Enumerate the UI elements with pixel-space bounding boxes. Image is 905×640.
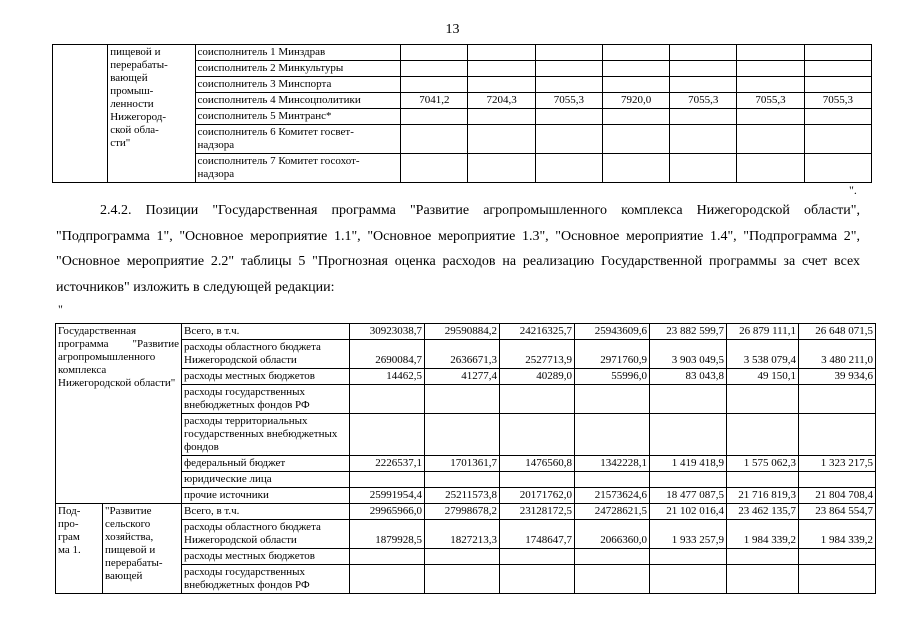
- value-cell: [535, 154, 602, 183]
- value-cell: 7055,3: [737, 93, 804, 109]
- value-cell: [602, 125, 669, 154]
- value-cell: 83 043,8: [650, 369, 727, 385]
- value-cell: 7055,3: [670, 93, 737, 109]
- value-cell: 3 480 211,0: [799, 340, 876, 369]
- table-row: [56, 504, 876, 520]
- value-cell: [468, 154, 535, 183]
- value-cell: [650, 472, 727, 488]
- table-row: [53, 45, 872, 61]
- value-cell: [804, 125, 871, 154]
- value-cell: 7041,2: [401, 93, 468, 109]
- row-label: соисполнитель 4 Минсоцполитики: [195, 93, 401, 109]
- program-name-cell: Государственная программа "Развитие агропромышленного комплекса Нижегородской области": [56, 324, 182, 504]
- row-label: расходы областного бюджета Нижегородской области: [182, 340, 350, 369]
- value-cell: [500, 472, 575, 488]
- value-cell: [401, 125, 468, 154]
- value-cell: 23 882 599,7: [650, 324, 727, 340]
- value-cell: 7055,3: [804, 93, 871, 109]
- value-cell: [670, 77, 737, 93]
- row-label: соисполнитель 6 Комитет госвет- надзора: [195, 125, 401, 154]
- row-label: соисполнитель 3 Минспорта: [195, 77, 401, 93]
- value-cell: [425, 385, 500, 414]
- closing-quote: ".: [849, 183, 857, 197]
- table-forecast-expenses: [55, 323, 876, 594]
- value-cell: 39 934,6: [799, 369, 876, 385]
- value-cell: 7055,3: [535, 93, 602, 109]
- value-cell: 7204,3: [468, 93, 535, 109]
- row-label: расходы государственных внебюджетных фондов РФ: [182, 565, 350, 594]
- value-cell: 25943609,6: [575, 324, 650, 340]
- value-cell: 2527713,9: [500, 340, 575, 369]
- value-cell: [670, 109, 737, 125]
- value-cell: [650, 549, 727, 565]
- value-cell: [737, 61, 804, 77]
- value-cell: [575, 549, 650, 565]
- value-cell: [468, 125, 535, 154]
- value-cell: [650, 565, 727, 594]
- value-cell: [425, 472, 500, 488]
- value-cell: [468, 109, 535, 125]
- table-row: [56, 324, 876, 340]
- value-cell: [602, 77, 669, 93]
- value-cell: 55996,0: [575, 369, 650, 385]
- value-cell: 21 804 708,4: [799, 488, 876, 504]
- value-cell: [727, 549, 799, 565]
- value-cell: [575, 414, 650, 456]
- value-cell: [727, 565, 799, 594]
- value-cell: 2066360,0: [575, 520, 650, 549]
- value-cell: 29590884,2: [425, 324, 500, 340]
- value-cell: [350, 385, 425, 414]
- value-cell: 3 903 049,5: [650, 340, 727, 369]
- value-cell: [575, 472, 650, 488]
- row-label: прочие источники: [182, 488, 350, 504]
- value-cell: [670, 61, 737, 77]
- value-cell: [575, 565, 650, 594]
- value-cell: [602, 154, 669, 183]
- value-cell: 18 477 087,5: [650, 488, 727, 504]
- value-cell: [737, 125, 804, 154]
- value-cell: [650, 414, 727, 456]
- value-cell: [799, 549, 876, 565]
- empty-cell: [53, 45, 108, 183]
- value-cell: [670, 125, 737, 154]
- value-cell: [401, 61, 468, 77]
- value-cell: [575, 385, 650, 414]
- value-cell: [350, 472, 425, 488]
- value-cell: [535, 77, 602, 93]
- value-cell: 2226537,1: [350, 456, 425, 472]
- value-cell: [500, 565, 575, 594]
- value-cell: 1879928,5: [350, 520, 425, 549]
- subprogram-name-cell: "Развитие сельского хозяйства, пищевой и перерабаты- вающей: [103, 504, 182, 594]
- value-cell: 3 538 079,4: [727, 340, 799, 369]
- page-number: 13: [445, 22, 460, 37]
- value-cell: 20171762,0: [500, 488, 575, 504]
- value-cell: 21 102 016,4: [650, 504, 727, 520]
- value-cell: 26 879 111,1: [727, 324, 799, 340]
- value-cell: 7920,0: [602, 93, 669, 109]
- row-label: соисполнитель 1 Минздрав: [195, 45, 401, 61]
- value-cell: 21 716 819,3: [727, 488, 799, 504]
- value-cell: [737, 154, 804, 183]
- row-label: Всего, в т.ч.: [182, 504, 350, 520]
- value-cell: 2636671,3: [425, 340, 500, 369]
- value-cell: 1342228,1: [575, 456, 650, 472]
- value-cell: [535, 125, 602, 154]
- value-cell: 23 462 135,7: [727, 504, 799, 520]
- row-label: расходы государственных внебюджетных фондов РФ: [182, 385, 350, 414]
- value-cell: [799, 414, 876, 456]
- value-cell: 1476560,8: [500, 456, 575, 472]
- value-cell: [350, 414, 425, 456]
- row-label: расходы местных бюджетов: [182, 549, 350, 565]
- value-cell: 1701361,7: [425, 456, 500, 472]
- value-cell: [602, 109, 669, 125]
- value-cell: [535, 61, 602, 77]
- value-cell: 1 933 257,9: [650, 520, 727, 549]
- value-cell: 25211573,8: [425, 488, 500, 504]
- value-cell: [401, 154, 468, 183]
- value-cell: 23128172,5: [500, 504, 575, 520]
- subprogram-label-cell: Под- про- грам ма 1.: [56, 504, 103, 594]
- value-cell: [650, 385, 727, 414]
- value-cell: [670, 45, 737, 61]
- value-cell: 1 419 418,9: [650, 456, 727, 472]
- value-cell: 40289,0: [500, 369, 575, 385]
- value-cell: [804, 109, 871, 125]
- value-cell: [401, 109, 468, 125]
- value-cell: [804, 154, 871, 183]
- row-label: юридические лица: [182, 472, 350, 488]
- value-cell: [799, 385, 876, 414]
- row-label: расходы местных бюджетов: [182, 369, 350, 385]
- subject-cell: пищевой и перерабаты- вающей промыш- ленности Нижегород- ской обла- сти": [108, 45, 195, 183]
- value-cell: [737, 45, 804, 61]
- value-cell: 1 323 217,5: [799, 456, 876, 472]
- row-label: расходы областного бюджета Нижегородской области: [182, 520, 350, 549]
- value-cell: [425, 565, 500, 594]
- value-cell: [401, 45, 468, 61]
- row-label: расходы территориальных государственных внебюджетных фондов: [182, 414, 350, 456]
- value-cell: [737, 109, 804, 125]
- value-cell: [468, 45, 535, 61]
- value-cell: [401, 77, 468, 93]
- value-cell: 49 150,1: [727, 369, 799, 385]
- row-label: соисполнитель 2 Минкультуры: [195, 61, 401, 77]
- row-label: соисполнитель 5 Минтранс*: [195, 109, 401, 125]
- row-label: Всего, в т.ч.: [182, 324, 350, 340]
- value-cell: 1827213,3: [425, 520, 500, 549]
- value-cell: [500, 385, 575, 414]
- value-cell: 24728621,5: [575, 504, 650, 520]
- value-cell: [468, 61, 535, 77]
- value-cell: 1748647,7: [500, 520, 575, 549]
- row-label: федеральный бюджет: [182, 456, 350, 472]
- value-cell: 1 984 339,2: [727, 520, 799, 549]
- value-cell: [727, 414, 799, 456]
- amendment-paragraph: 2.4.2. Позиции "Государственная программа "Развитие агропромышленного комплекса Нижегородской области", "Подпрограмма 1", "Основное мероприятие 1.1", "Основное мероприятие 1.3", "Основное мероприятие 1.4", "Подпрограмма 2", "Основное мероприятие 2.2" таблицы 5 "Прогнозная оценка расходов на реализацию Государственной программы за счет всех источников" изложить в следующей редакции:: [56, 203, 860, 295]
- row-label: соисполнитель 7 Комитет госохот- надзора: [195, 154, 401, 183]
- table-top-continuation: [52, 44, 872, 183]
- value-cell: 25991954,4: [350, 488, 425, 504]
- value-cell: 2971760,9: [575, 340, 650, 369]
- value-cell: 26 648 071,5: [799, 324, 876, 340]
- value-cell: 41277,4: [425, 369, 500, 385]
- value-cell: [804, 77, 871, 93]
- value-cell: [602, 61, 669, 77]
- value-cell: [799, 565, 876, 594]
- value-cell: [500, 414, 575, 456]
- value-cell: [500, 549, 575, 565]
- value-cell: 29965966,0: [350, 504, 425, 520]
- value-cell: 30923038,7: [350, 324, 425, 340]
- value-cell: 21573624,6: [575, 488, 650, 504]
- value-cell: [535, 45, 602, 61]
- value-cell: [727, 472, 799, 488]
- value-cell: [468, 77, 535, 93]
- value-cell: [602, 45, 669, 61]
- value-cell: 1 984 339,2: [799, 520, 876, 549]
- value-cell: [670, 154, 737, 183]
- value-cell: [799, 472, 876, 488]
- value-cell: 1 575 062,3: [727, 456, 799, 472]
- value-cell: [535, 109, 602, 125]
- value-cell: [727, 385, 799, 414]
- value-cell: [425, 549, 500, 565]
- value-cell: 2690084,7: [350, 340, 425, 369]
- value-cell: 27998678,2: [425, 504, 500, 520]
- opening-quote: ": [58, 302, 63, 316]
- value-cell: [425, 414, 500, 456]
- value-cell: 23 864 554,7: [799, 504, 876, 520]
- value-cell: [350, 549, 425, 565]
- value-cell: [804, 45, 871, 61]
- value-cell: [350, 565, 425, 594]
- value-cell: 14462,5: [350, 369, 425, 385]
- value-cell: [804, 61, 871, 77]
- value-cell: [737, 77, 804, 93]
- value-cell: 24216325,7: [500, 324, 575, 340]
